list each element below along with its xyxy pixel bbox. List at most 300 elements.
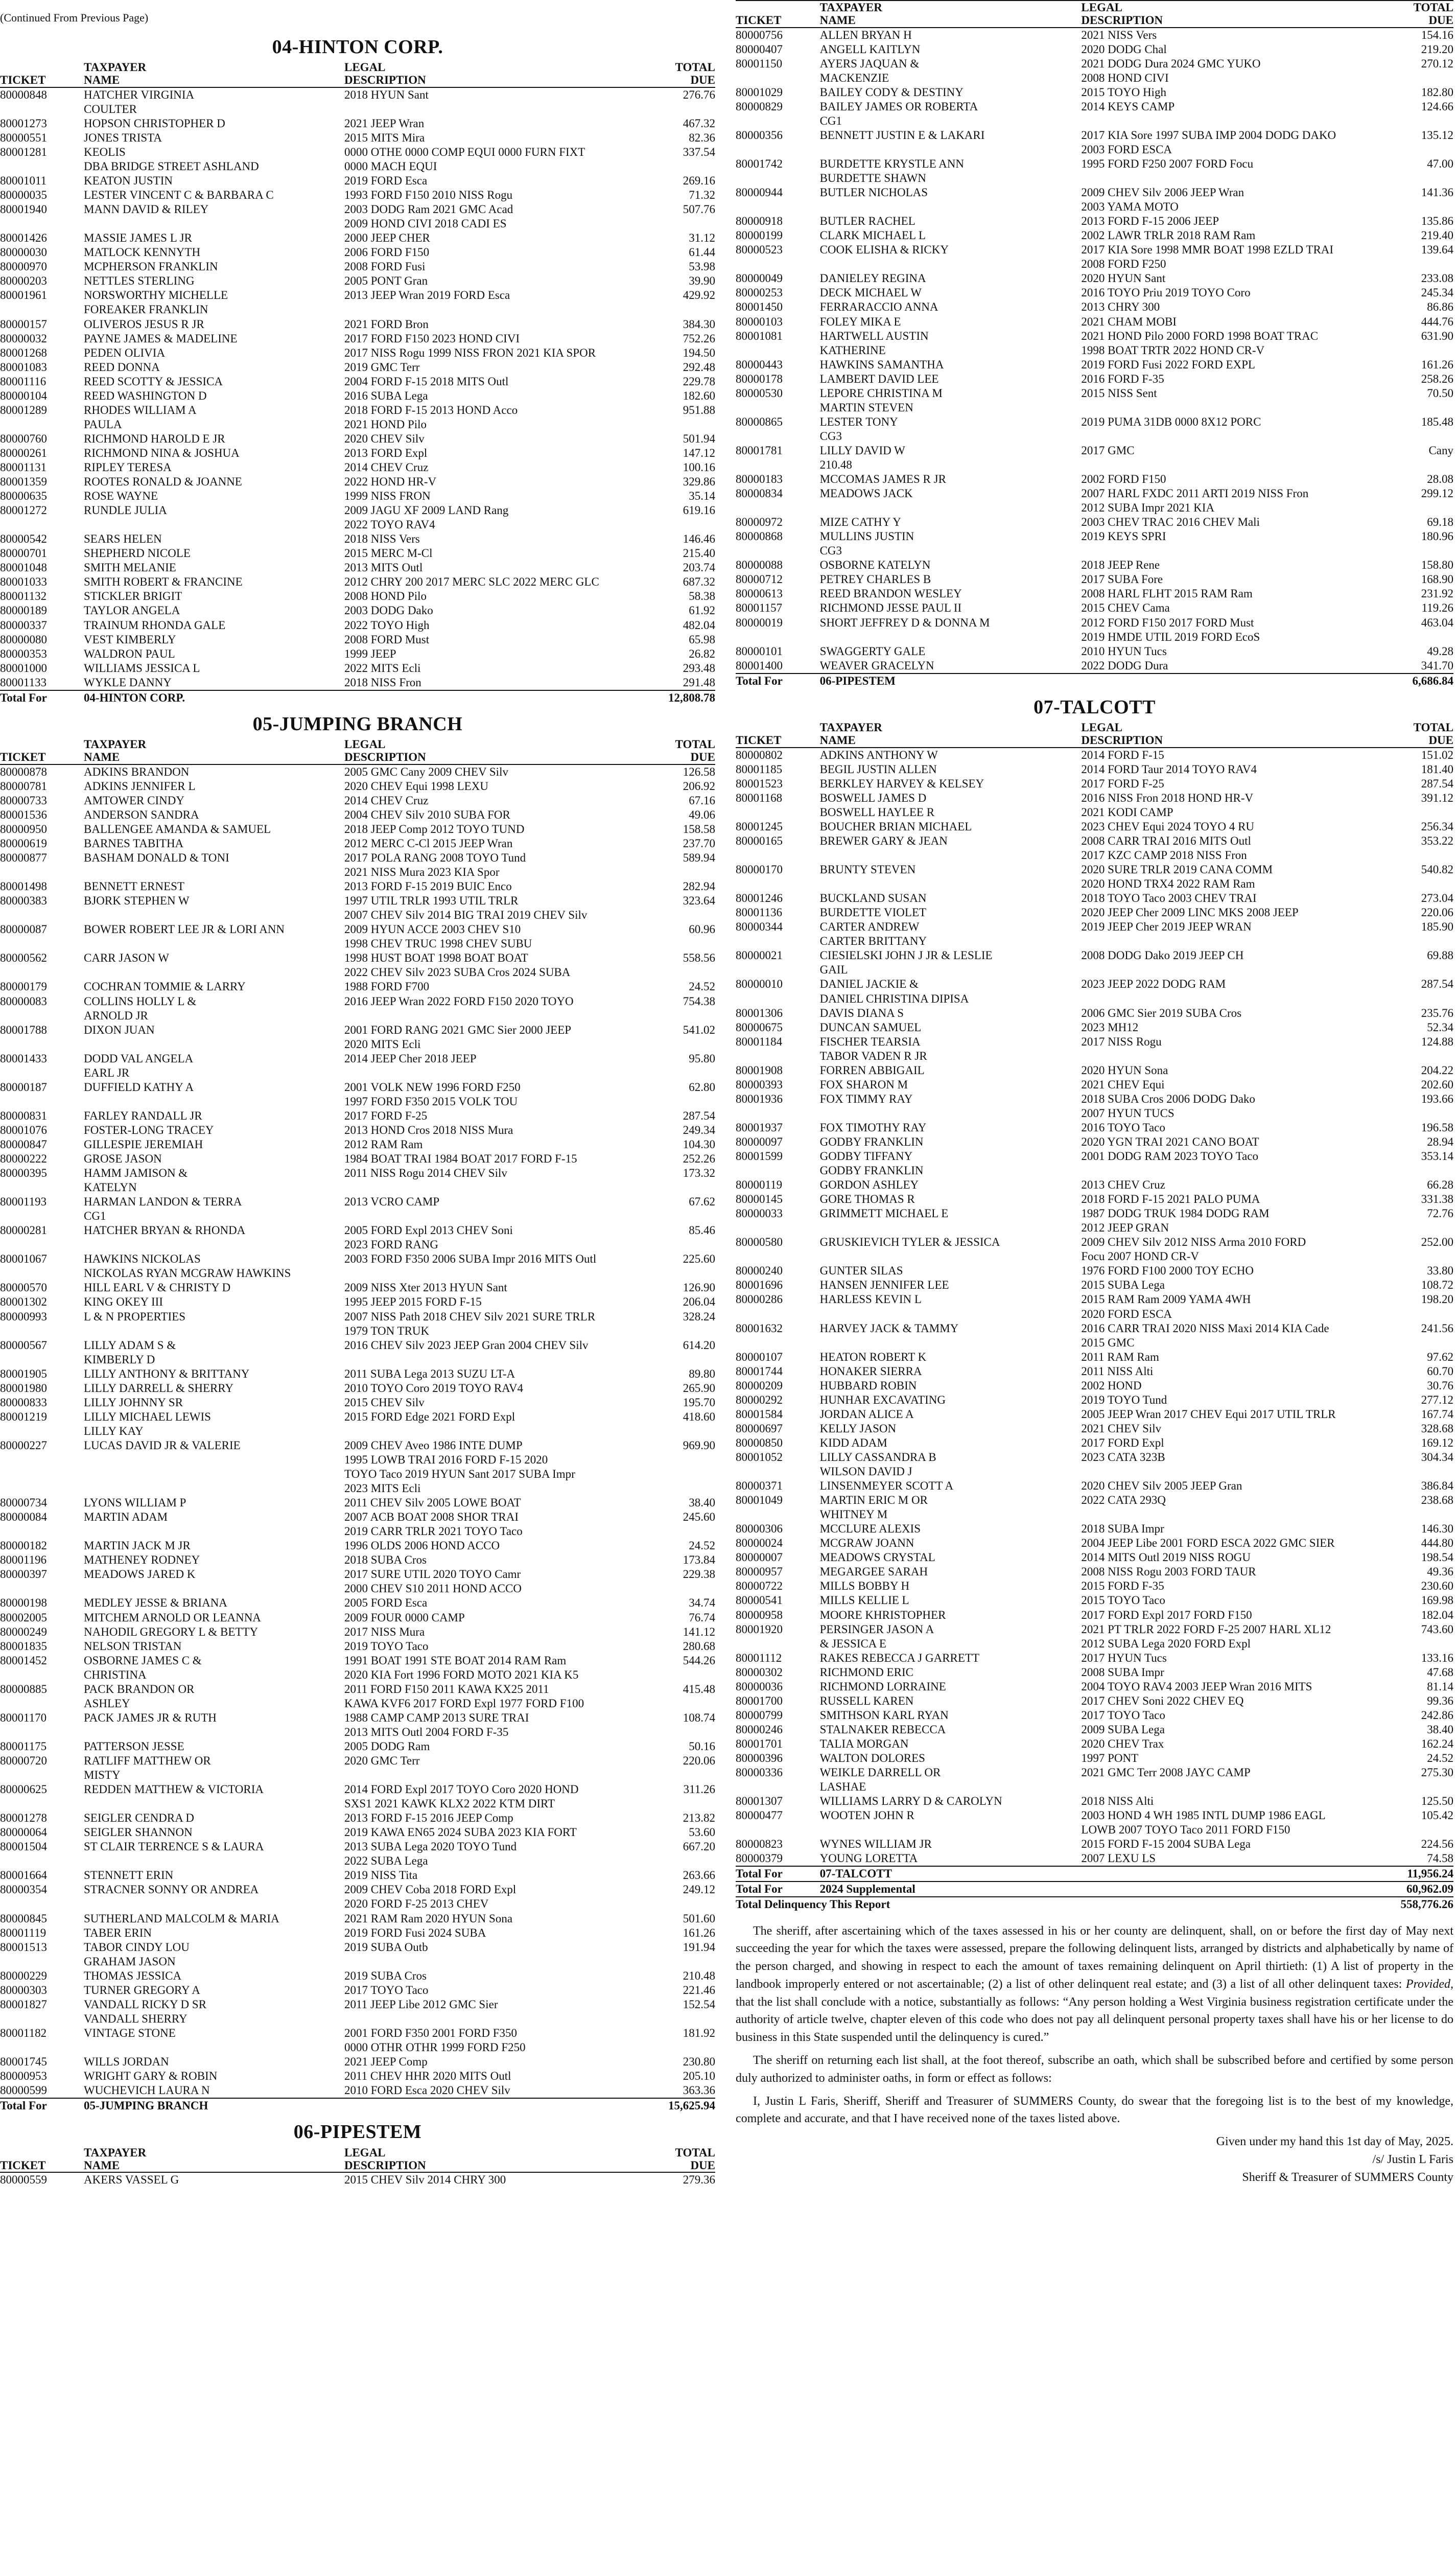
- header-row-bottom: [0, 74, 715, 87]
- ticket-cell: 80000733: [0, 794, 47, 807]
- total-due-cell: 238.68: [1421, 1494, 1453, 1507]
- legal-description-cell: 2014 FORD Expl 2017 TOYO Coro 2020 HOND SXS1 2021 KAWK KLX2 2022 KTM DIRT: [344, 1783, 579, 1810]
- ticket-cell: 80000021: [736, 949, 783, 962]
- taxpayer-name-cell: FARLEY RANDALL JR: [84, 1109, 202, 1122]
- taxpayer-name-cell: KIDD ADAM: [819, 1436, 887, 1449]
- total-due-cell: 969.90: [683, 1438, 715, 1452]
- legal-description-cell: 2013 MITS Outl: [344, 561, 423, 574]
- legal-description-cell: 2020 CHEV Trax: [1081, 1737, 1164, 1750]
- legal-description-cell: 2017 CHEV Soni 2022 CHEV EQ: [1081, 1694, 1244, 1707]
- table-row: [0, 1510, 715, 1539]
- ticket-cell: 80001744: [736, 1364, 783, 1378]
- taxpayer-name-cell: CLARK MICHAEL L: [819, 229, 926, 242]
- taxpayer-name-cell: FOSTER-LONG TRACEY: [84, 1123, 214, 1136]
- ticket-cell: 80000097: [736, 1135, 783, 1148]
- legal-description-cell: 1987 DODG TRUK 1984 DODG RAM 2012 JEEP GRAN: [1081, 1207, 1270, 1235]
- header-due: DUE: [1378, 14, 1453, 27]
- legal-description-cell: 2021 JEEP Wran: [344, 117, 425, 130]
- total-due-cell: 544.26: [683, 1654, 715, 1667]
- total-due-cell: 86.86: [1427, 300, 1453, 314]
- total-due-cell: 100.16: [683, 461, 715, 474]
- header-row-top: [736, 1, 1453, 14]
- ticket-cell: 80001450: [736, 300, 783, 314]
- legal-description-cell: 2005 GMC Cany 2009 CHEV Silv: [344, 765, 508, 778]
- ticket-cell: 80001980: [0, 1381, 47, 1395]
- table-row: [0, 159, 715, 174]
- taxpayer-name-cell: STICKLER BRIGIT: [84, 590, 182, 603]
- header-legal: LEGAL: [1081, 1, 1122, 14]
- taxpayer-name-cell: BURDETTE VIOLET: [819, 906, 927, 919]
- taxpayer-name-cell: SEIGLER CENDRA D: [84, 1811, 194, 1825]
- table-row: [736, 1608, 1453, 1622]
- total-due-cell: 95.80: [689, 1052, 715, 1065]
- table-row: [736, 1851, 1453, 1866]
- header-due: DUE: [1378, 734, 1453, 747]
- total-due-cell: 229.78: [683, 375, 715, 388]
- total-due-cell: 202.60: [1421, 1078, 1453, 1091]
- total-due-cell: 220.06: [1421, 906, 1453, 919]
- table-row: [0, 1912, 715, 1926]
- table-row: [736, 977, 1453, 1006]
- ticket-cell: 80000559: [0, 2173, 47, 2187]
- legal-description-cell: 2021 DODG Dura 2024 GMC YUKO 2008 HOND CIVI: [1081, 57, 1261, 84]
- total-due-cell: 230.60: [1421, 1580, 1453, 1593]
- header-legal: LEGAL: [344, 738, 386, 751]
- legal-description-cell: 2001 DODG RAM 2023 TOYO Taco: [1081, 1150, 1258, 1163]
- ticket-cell: 80001936: [736, 1092, 783, 1105]
- taxpayer-name-cell: KEATON JUSTIN: [84, 174, 173, 188]
- table-row: [0, 231, 715, 245]
- taxpayer-name-cell: MEADOWS JACK: [819, 487, 913, 500]
- table-row: [736, 1737, 1453, 1751]
- total-due-cell: 196.58: [1421, 1121, 1453, 1134]
- legal-description-cell: 2017 HYUN Tucs: [1081, 1651, 1167, 1664]
- legal-description-cell: 2002 HOND: [1081, 1379, 1142, 1392]
- header-description: DESCRIPTION: [344, 74, 641, 87]
- ticket-cell: 80000734: [0, 1496, 47, 1509]
- ticket-cell: 80001700: [736, 1694, 783, 1707]
- total-due-cell: 237.70: [683, 837, 715, 850]
- ticket-cell: 80001184: [736, 1035, 783, 1048]
- district-title: 07-TALCOTT: [1034, 696, 1156, 718]
- ticket-cell: 80001742: [736, 157, 783, 171]
- legal-description-cell: 2018 HYUN Sant: [344, 88, 429, 101]
- tax-table: [0, 738, 715, 2113]
- taxpayer-name-cell: VINTAGE STONE: [84, 2026, 176, 2039]
- total-spacer: [344, 690, 641, 705]
- legal-description-cell: 2014 MITS Outl 2019 NISS ROGU: [1081, 1551, 1251, 1564]
- taxpayer-name-cell: AMTOWER CINDY: [84, 794, 184, 807]
- table-row: [736, 1622, 1453, 1651]
- total-due-cell: 67.16: [689, 794, 715, 807]
- total-due-cell: 258.26: [1421, 372, 1453, 385]
- taxpayer-name-cell: BREWER GARY & JEAN: [819, 834, 948, 847]
- ticket-cell: 80000240: [736, 1264, 783, 1278]
- ticket-cell: 80000107: [736, 1350, 783, 1363]
- ticket-cell: 80001029: [736, 85, 783, 99]
- taxpayer-name-cell: MEADOWS JARED K: [84, 1568, 196, 1581]
- legal-description-cell: 1988 FORD F700: [344, 980, 430, 993]
- legal-description-cell: 2020 CHEV Silv 2005 JEEP Gran: [1081, 1479, 1242, 1493]
- header-row-top: [0, 2146, 715, 2159]
- total-due-cell: 225.60: [683, 1252, 715, 1266]
- total-label: Total For: [736, 673, 820, 688]
- total-due-cell: 181.40: [1421, 762, 1453, 776]
- summary-name: 2024 Supplemental: [820, 1882, 1082, 1897]
- table-row: [736, 1364, 1453, 1379]
- ticket-cell: 80001513: [0, 1940, 47, 1954]
- total-due-cell: 105.42: [1421, 1809, 1453, 1822]
- header-taxpayer: TAXPAYER: [84, 61, 147, 74]
- total-due-cell: 270.12: [1421, 57, 1453, 70]
- legal-description-cell: 2017 POLA RANG 2008 TOYO Tund 2021 NISS Mura 2023 KIA Spor: [344, 851, 526, 879]
- total-due-cell: 146.30: [1421, 1522, 1453, 1536]
- ticket-cell: 80001081: [736, 329, 783, 342]
- legal-description-cell: 2016 CHEV Silv 2023 JEEP Gran 2004 CHEV Silv: [344, 1338, 589, 1352]
- total-due-cell: 99.36: [1427, 1694, 1453, 1707]
- ticket-cell: 80000179: [0, 980, 47, 993]
- table-row: [0, 808, 715, 822]
- taxpayer-name-cell: KEOLIS: [84, 145, 126, 158]
- total-due-cell: 282.94: [683, 880, 715, 893]
- table-row: [0, 2069, 715, 2083]
- legal-description-cell: 2019 FORD Esca: [344, 174, 428, 188]
- ticket-cell: 80001302: [0, 1295, 47, 1309]
- ticket-cell: 80001908: [736, 1063, 783, 1077]
- total-due-cell: 50.16: [689, 1739, 715, 1753]
- ticket-cell: 80001701: [736, 1737, 783, 1750]
- taxpayer-name-cell: PETREY CHARLES B: [819, 573, 931, 586]
- taxpayer-name-cell: DANIEL JACKIE & DANIEL CHRISTINA DIPISA: [819, 978, 969, 1005]
- table-row: [0, 1553, 715, 1567]
- taxpayer-name-cell: REED BRANDON WESLEY: [819, 587, 962, 600]
- legal-description-cell: 2002 LAWR TRLR 2018 RAM Ram: [1081, 229, 1256, 242]
- table-row: [0, 1381, 715, 1396]
- taxpayer-name-cell: REDDEN MATTHEW & VICTORIA: [84, 1783, 264, 1796]
- taxpayer-name-cell: LINSENMEYER SCOTT A: [819, 1479, 954, 1493]
- table-row: [0, 575, 715, 589]
- table-row: [736, 644, 1453, 659]
- taxpayer-name-cell: RATLIFF MATTHEW OR MISTY: [84, 1754, 211, 1782]
- taxpayer-name-cell: VANDALL RICKY D SR VANDALL SHERRY: [84, 1997, 207, 2025]
- taxpayer-name-cell: BOSWELL JAMES D BOSWELL HAYLEE R: [819, 791, 935, 819]
- taxpayer-name-cell: DODD VAL ANGELA EARL JR: [84, 1052, 194, 1079]
- taxpayer-name-cell: COOK ELISHA & RICKY: [819, 243, 949, 257]
- legal-description-cell: 2008 FORD Must: [344, 633, 430, 646]
- taxpayer-name-cell: BUCKLAND SUSAN: [819, 892, 927, 905]
- taxpayer-name-cell: COLLINS HOLLY L & ARNOLD JR: [84, 994, 197, 1022]
- legal-description-cell: 2017 KIA Sore 1998 MMR BOAT 1998 EZLD TRAI 2008 FORD F250: [1081, 243, 1334, 271]
- ticket-cell: 80000249: [0, 1625, 47, 1638]
- legal-description-cell: 1993 FORD F150 2010 NISS Rogu: [344, 189, 513, 202]
- legal-description-cell: 2015 CHEV Silv: [344, 1396, 425, 1409]
- taxpayer-name-cell: BASHAM DONALD & TONI: [84, 851, 229, 865]
- taxpayer-name-cell: WYKLE DANNY: [84, 676, 172, 689]
- total-due-cell: 482.04: [683, 618, 715, 632]
- table-row: [0, 764, 715, 779]
- taxpayer-name-cell: SHORT JEFFREY D & DONNA M: [819, 616, 990, 629]
- taxpayer-name-cell: REED SCOTTY & JESSICA: [84, 375, 223, 388]
- ticket-cell: 80000344: [736, 920, 783, 934]
- total-due-cell: 168.90: [1421, 573, 1453, 586]
- ticket-cell: 80001426: [0, 231, 47, 245]
- table-row: [0, 288, 715, 317]
- total-due-cell: 206.92: [683, 779, 715, 793]
- taxpayer-name-cell: LEPORE CHRISTINA M MARTIN STEVEN: [819, 386, 943, 414]
- table-row: [0, 1639, 715, 1654]
- table-row: [0, 1654, 715, 1682]
- ticket-cell: 80000032: [0, 332, 47, 345]
- taxpayer-name-cell: SMITH MELANIE: [84, 561, 176, 574]
- total-due-cell: 280.68: [683, 1639, 715, 1653]
- table-row: [0, 633, 715, 647]
- total-due-cell: 39.90: [689, 274, 715, 288]
- table-row: [736, 1035, 1453, 1063]
- table-row: [0, 117, 715, 131]
- table-row: [736, 1078, 1453, 1092]
- taxpayer-name-cell: LAMBERT DAVID LEE: [819, 372, 939, 385]
- ticket-cell: 80001175: [0, 1739, 47, 1753]
- total-due-cell: 198.54: [1421, 1551, 1453, 1564]
- total-due-cell: 687.32: [683, 575, 715, 589]
- ticket-cell: 80000760: [0, 432, 47, 445]
- total-label: Total For: [0, 2098, 84, 2113]
- header-name: NAME: [84, 751, 344, 764]
- legal-description-cell: 2022 CATA 293Q: [1081, 1494, 1166, 1507]
- taxpayer-name-cell: REED DONNA: [84, 360, 160, 374]
- ticket-cell: 80001306: [736, 1006, 783, 1019]
- total-due-cell: 501.60: [683, 1912, 715, 1925]
- taxpayer-name-cell: AYERS JAQUAN & MACKENZIE: [819, 57, 920, 84]
- legal-description-cell: 2022 DODG Dura: [1081, 659, 1168, 672]
- legal-description-cell: 1997 UTIL TRLR 1993 UTIL TRLR 2007 CHEV Silv 2014 BIG TRAI 2019 CHEV Silv: [344, 894, 588, 922]
- taxpayer-name-cell: ADKINS JENNIFER L: [84, 779, 196, 793]
- legal-description-cell: 1988 CAMP CAMP 2013 SURE TRAI 2013 MITS Outl 2004 FORD F-35: [344, 1711, 529, 1738]
- taxpayer-name-cell: HATCHER BRYAN & RHONDA: [84, 1224, 246, 1237]
- legal-description-cell: 1991 BOAT 1991 STE BOAT 2014 RAM Ram 2020 KIA Fort 1996 FORD MOTO 2021 KIA K5: [344, 1654, 579, 1681]
- legal-description-cell: 2020 YGN TRAI 2021 CANO BOAT: [1081, 1135, 1259, 1148]
- total-due-cell: 74.58: [1427, 1852, 1453, 1865]
- legal-description-cell: 2022 TOYO High: [344, 618, 430, 632]
- ticket-cell: 80001307: [736, 1795, 783, 1808]
- taxpayer-name-cell: FOLEY MIKA E: [819, 315, 901, 328]
- ticket-cell: 80000580: [736, 1236, 783, 1249]
- total-due-cell: 158.80: [1421, 559, 1453, 572]
- total-due-cell: 429.92: [683, 289, 715, 302]
- legal-description-cell: 2009 JAGU XF 2009 LAND Rang 2022 TOYO RAV4: [344, 504, 509, 531]
- ticket-cell: 80001196: [0, 1553, 47, 1567]
- ticket-cell: 80000383: [0, 894, 47, 908]
- table-row: [736, 1407, 1453, 1422]
- ticket-cell: 80000145: [736, 1193, 783, 1206]
- table-row: [736, 1393, 1453, 1407]
- table-row: [736, 444, 1453, 472]
- table-row: [736, 1522, 1453, 1536]
- legal-description-cell: 2007 LEXU LS: [1081, 1852, 1156, 1865]
- taxpayer-name-cell: HOPSON CHRISTOPHER D: [84, 117, 225, 130]
- ticket-cell: 80000542: [0, 532, 47, 546]
- legal-description-cell: 2015 CHEV Cama: [1081, 601, 1170, 615]
- table-row: [0, 676, 715, 690]
- total-due-cell: 61.92: [689, 604, 715, 617]
- total-district-name: 07-TALCOTT: [820, 1866, 1082, 1881]
- legal-description-cell: 2021 CHEV Silv: [1081, 1422, 1162, 1435]
- total-due-cell: 292.48: [683, 360, 715, 374]
- ticket-cell: 80001745: [0, 2055, 47, 2068]
- taxpayer-name-cell: WILLIAMS JESSICA L: [84, 661, 200, 675]
- total-due-cell: 182.04: [1421, 1608, 1453, 1621]
- legal-description-cell: 2021 PT TRLR 2022 FORD F-25 2007 HARL XL12 2012 SUBA Lega 2020 FORD Expl: [1081, 1622, 1331, 1650]
- legal-description-cell: 2015 NISS Sent: [1081, 386, 1157, 400]
- total-due-cell: 329.86: [683, 475, 715, 489]
- total-due-cell: 231.92: [1421, 587, 1453, 600]
- total-due-cell: 31.12: [689, 231, 715, 245]
- total-amount: 15,625.94: [641, 2098, 715, 2113]
- ticket-cell: 80000477: [736, 1809, 783, 1822]
- table-row: [736, 1493, 1453, 1522]
- legal-description-cell: 2019 JEEP Cher 2019 JEEP WRAN: [1081, 920, 1252, 934]
- table-row: [736, 486, 1453, 515]
- ticket-cell: 80000088: [736, 559, 783, 572]
- taxpayer-name-cell: GROSE JASON: [84, 1152, 162, 1166]
- table-row: [736, 948, 1453, 977]
- table-row: [0, 561, 715, 575]
- table-row: [0, 1410, 715, 1438]
- legal-description-cell: 2017 FORD F-25: [344, 1109, 428, 1122]
- summary-spacer: [1081, 1882, 1378, 1897]
- legal-description-cell: 2005 FORD Expl 2013 CHEV Soni 2023 FORD RANG: [344, 1224, 513, 1251]
- total-due-cell: 135.12: [1421, 128, 1453, 142]
- table-row: [0, 317, 715, 332]
- legal-description-cell: 2005 FORD Esca: [344, 1596, 428, 1610]
- legal-description-cell: 2008 DODG Dako 2019 JEEP CH: [1081, 949, 1244, 962]
- total-spacer: [344, 2098, 641, 2113]
- ticket-cell: 80001245: [736, 820, 783, 833]
- legal-description-cell: 0000 OTHE 0000 COMP EQUI 0000 FURN FIXT: [344, 145, 585, 158]
- ticket-cell: 80001781: [736, 444, 783, 457]
- total-due-cell: 191.94: [683, 1940, 715, 1954]
- table-row: [736, 1450, 1453, 1479]
- taxpayer-name-cell: TABER ERIN: [84, 1926, 152, 1939]
- ticket-cell: 80000281: [0, 1224, 47, 1237]
- table-row: [0, 1123, 715, 1137]
- ticket-cell: 80000010: [736, 978, 783, 991]
- table-row: [736, 1436, 1453, 1450]
- legal-description-cell: 2017 NISS Rogu: [1081, 1035, 1162, 1048]
- total-due-cell: 33.80: [1427, 1264, 1453, 1278]
- tax-table: [0, 61, 715, 705]
- legal-description-cell: 2020 DODG Chal: [1081, 42, 1167, 56]
- taxpayer-name-cell: DUFFIELD KATHY A: [84, 1080, 194, 1094]
- taxpayer-name-cell: LUCAS DAVID JR & VALERIE: [84, 1438, 241, 1452]
- table-row: [0, 1195, 715, 1223]
- ticket-cell: 80001193: [0, 1195, 47, 1209]
- total-due-cell: 614.20: [683, 1338, 715, 1352]
- district-total-row: [0, 2098, 715, 2113]
- table-row: [0, 360, 715, 375]
- ticket-cell: 80000562: [0, 951, 47, 965]
- legal-description-cell: 2004 CHEV Silv 2010 SUBA FOR: [344, 808, 510, 821]
- legal-description-cell: 2007 ACB BOAT 2008 SHOR TRAI 2019 CARR TRLR 2021 TOYO Taco: [344, 1511, 523, 1538]
- legal-description-cell: 2017 FORD Expl 2017 FORD F150: [1081, 1608, 1252, 1621]
- taxpayer-name-cell: NAHODIL GREGORY L & BETTY: [84, 1625, 259, 1638]
- taxpayer-name-cell: GILLESPIE JEREMIAH: [84, 1137, 203, 1151]
- table-row: [736, 57, 1453, 85]
- ticket-cell: 80001133: [0, 676, 47, 689]
- ticket-cell: 80000570: [0, 1281, 47, 1294]
- taxpayer-name-cell: KELLY JASON: [819, 1422, 897, 1435]
- table-row: [0, 1252, 715, 1281]
- table-row: [736, 386, 1453, 415]
- ticket-cell: 80001523: [736, 777, 783, 790]
- taxpayer-name-cell: WUCHEVICH LAURA N: [84, 2084, 210, 2097]
- ticket-cell: 80001273: [0, 117, 47, 130]
- legal-description-cell: 2013 FORD F-15 2006 JEEP: [1081, 215, 1219, 228]
- total-due-cell: 76.74: [689, 1611, 715, 1624]
- total-due-cell: 386.84: [1421, 1479, 1453, 1493]
- taxpayer-name-cell: MARTIN ADAM: [84, 1511, 168, 1524]
- total-label: Total For: [0, 690, 84, 705]
- ticket-cell: 80000157: [0, 317, 47, 331]
- taxpayer-name-cell: MEGARGEE SARAH: [819, 1565, 928, 1578]
- ticket-cell: 80000613: [736, 587, 783, 600]
- table-row: [736, 1766, 1453, 1794]
- ticket-cell: 80001584: [736, 1407, 783, 1421]
- legal-description-cell: 2011 NISS Rogu 2014 CHEV Silv: [344, 1167, 507, 1180]
- legal-description-cell: 2021 CHAM MOBI: [1081, 315, 1177, 328]
- ticket-cell: 80001048: [0, 561, 47, 574]
- taxpayer-name-cell: MILLS KELLIE L: [819, 1594, 909, 1607]
- legal-description-cell: 2016 JEEP Wran 2022 FORD F150 2020 TOYO: [344, 994, 574, 1008]
- taxpayer-name-cell: BUTLER RACHEL: [819, 215, 915, 228]
- table-row: [0, 1567, 715, 1596]
- table-row: [0, 589, 715, 603]
- total-due-cell: 589.94: [683, 851, 715, 865]
- total-district-name: 06-PIPESTEM: [820, 673, 1082, 688]
- legal-description-cell: 2023 CHEV Equi 2024 TOYO 4 RU: [1081, 820, 1255, 833]
- ticket-cell: 80000599: [0, 2084, 47, 2097]
- table-row: [0, 532, 715, 546]
- legal-description-cell: 2013 FORD F-15 2019 BUIC Enco: [344, 880, 512, 893]
- taxpayer-name-cell: PAYNE JAMES & MADELINE: [84, 332, 238, 345]
- table-row: [736, 863, 1453, 891]
- table-row: [736, 1579, 1453, 1593]
- header-name: NAME: [84, 74, 344, 87]
- table-row: [736, 315, 1453, 329]
- table-row: [736, 1206, 1453, 1235]
- table-row: [0, 1682, 715, 1711]
- taxpayer-name-cell: GRUSKIEVICH TYLER & JESSICA: [819, 1236, 1000, 1249]
- ticket-cell: 80000944: [736, 186, 783, 199]
- legal-description-cell: 2013 SUBA Lega 2020 TOYO Tund 2022 SUBA Lega: [344, 1840, 517, 1868]
- table-row: [736, 128, 1453, 157]
- total-due-cell: 501.94: [683, 432, 715, 445]
- legal-description-cell: 2007 HARL FXDC 2011 ARTI 2019 NISS Fron 2012 SUBA Impr 2021 KIA: [1081, 487, 1309, 515]
- ticket-cell: 80001278: [0, 1811, 47, 1825]
- taxpayer-name-cell: BAILEY CODY & DESTINY: [819, 85, 964, 99]
- ticket-cell: 80000199: [736, 229, 783, 242]
- ticket-cell: 80000833: [0, 1396, 47, 1409]
- header-due: DUE: [641, 74, 715, 87]
- total-due-cell: 162.24: [1421, 1737, 1453, 1750]
- taxpayer-name-cell: MARTIN JACK M JR: [84, 1539, 191, 1552]
- table-row: [0, 1367, 715, 1381]
- taxpayer-name-cell: STENNETT ERIN: [84, 1869, 174, 1882]
- legal-description-cell: 2022 MITS Ecli: [344, 661, 421, 675]
- legal-description-cell: 1984 BOAT TRAI 1984 BOAT 2017 FORD F-15: [344, 1152, 577, 1166]
- taxpayer-name-cell: KING OKEY III: [84, 1295, 163, 1309]
- ticket-cell: 80001076: [0, 1123, 47, 1136]
